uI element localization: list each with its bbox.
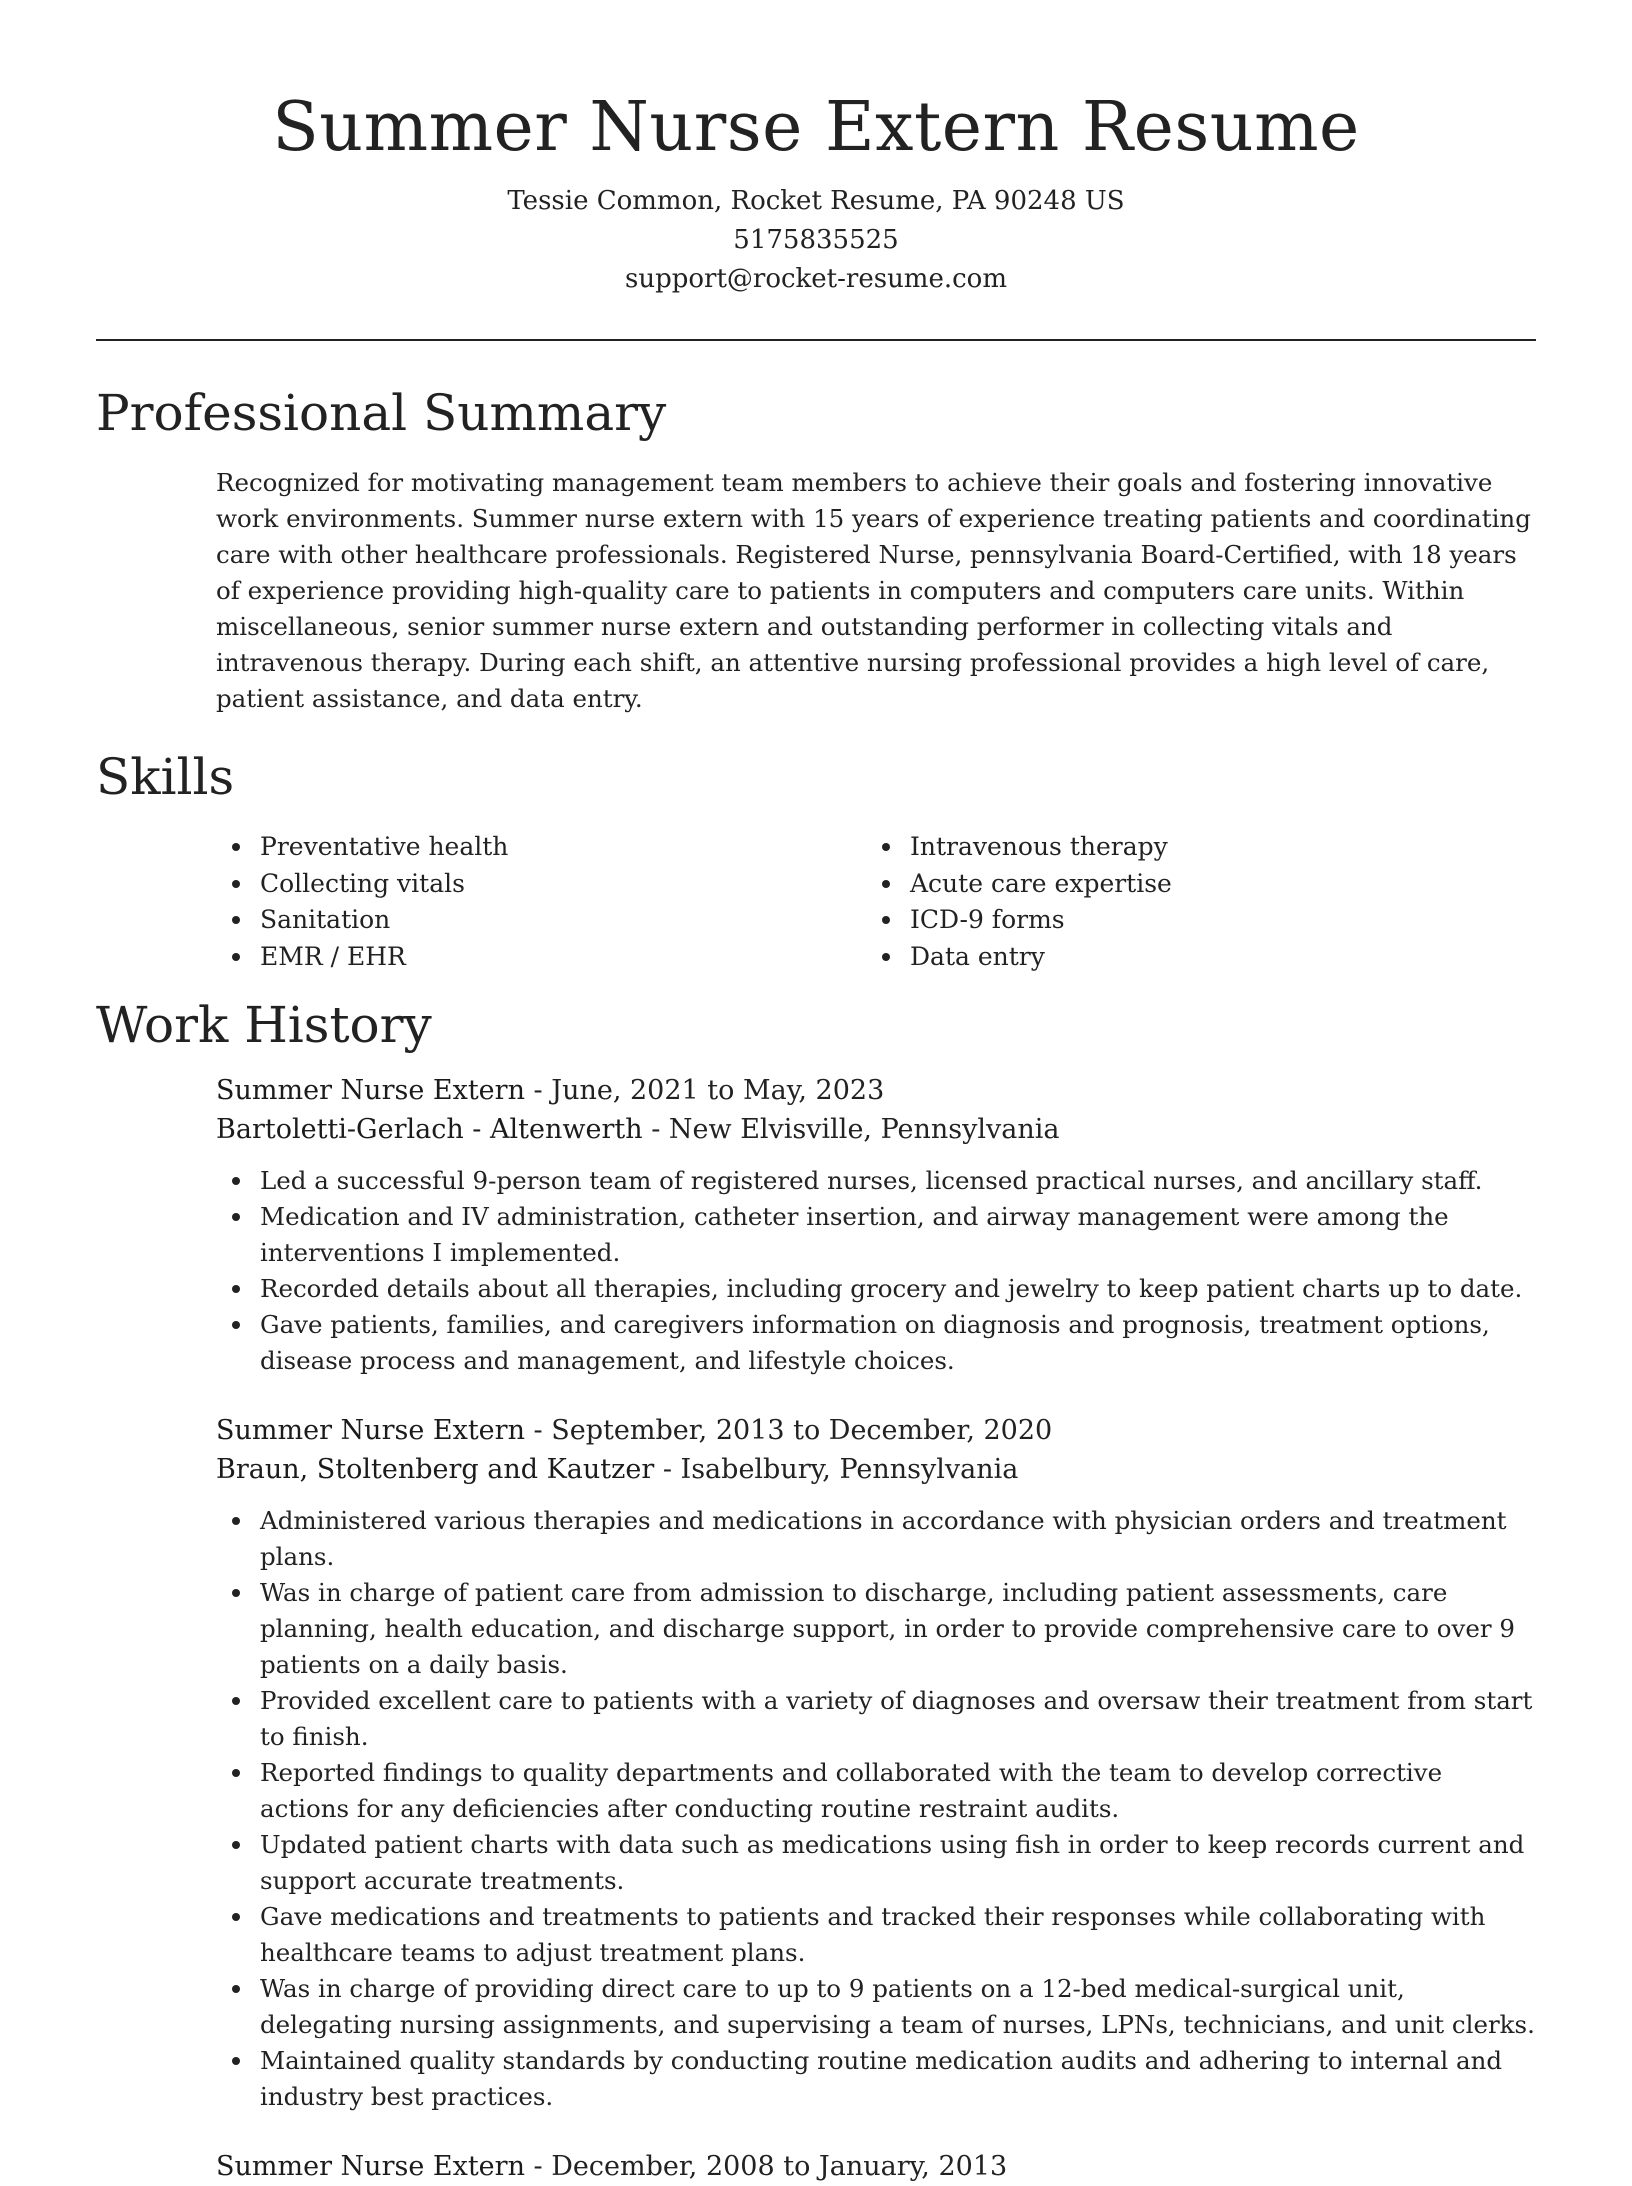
list-item: Updated patient charts with data such as medications using fish in order to keep records current and support accurate treatments. [260, 1827, 1536, 1899]
header-divider [96, 339, 1536, 341]
list-item: Recorded details about all therapies, including grocery and jewelry to keep patient charts up to date. [260, 1271, 1536, 1307]
job-location: - New Elvisville, Pennsylvania [642, 1114, 1060, 1145]
skills-column-right [910, 829, 1536, 975]
skill-item: EMR / EHR [260, 939, 910, 976]
list-item: Provided excellent care to patients with a variety of diagnoses and oversaw their treatment from start to finish. [260, 1683, 1536, 1755]
contact-info [96, 182, 1536, 299]
skill-item: Intravenous therapy [910, 829, 1536, 866]
job-entry [216, 1071, 1536, 1379]
skills-list [260, 829, 1536, 975]
job-company: Bartoletti-Gerlach - Altenwerth [216, 1114, 643, 1145]
list-item: Reported findings to quality departments and collaborated with the team to develop corrective actions for any deficiencies after conducting routine restraint audits. [260, 1755, 1536, 1827]
skill-item: Data entry [910, 939, 1536, 976]
skill-item: Acute care expertise [910, 866, 1536, 903]
job-dates: - June, 2021 to May, 2023 [524, 1075, 885, 1106]
skills-column-left [260, 829, 910, 975]
list-item: Administered various therapies and medications in accordance with physician orders and treatment plans. [260, 1503, 1536, 1575]
skill-item: Preventative health [260, 829, 910, 866]
list-item: Led a successful 9-person team of registered nurses, licensed practical nurses, and ancillary staff. [260, 1163, 1536, 1199]
job-dates: - December, 2008 to January, 2013 [524, 2151, 1008, 2182]
job-title: Summer Nurse Extern [216, 2151, 525, 2182]
summary-heading: Professional Summary [96, 384, 667, 442]
job-company: Braun, Stoltenberg and Kautzer [216, 1454, 655, 1485]
skill-item: Collecting vitals [260, 866, 910, 903]
contact-address: Tessie Common, Rocket Resume, PA 90248 US [507, 186, 1125, 216]
job-bullets [260, 1503, 1536, 2115]
list-item: Maintained quality standards by conducting routine medication audits and adhering to internal and industry best practices. [260, 2043, 1536, 2115]
job-bullets [260, 1163, 1536, 1379]
contact-email: support@rocket-resume.com [624, 264, 1007, 294]
list-item: Was in charge of patient care from admission to discharge, including patient assessments, care planning, health education, and discharge support, in order to provide comprehensive care to over 9 patients on a daily basis. [260, 1575, 1536, 1683]
job-company-line [216, 1110, 1536, 1149]
work-history-heading: Work History [96, 996, 432, 1054]
list-item: Was in charge of providing direct care to up to 9 patients on a 12-bed medical-surgical unit, delegating nursing assignments, and supervising a team of nurses, LPNs, technicians, and unit clerks. [260, 1971, 1536, 2043]
job-title-line [216, 2147, 1536, 2186]
job-company-line [216, 1450, 1536, 1489]
skills-heading: Skills [96, 748, 235, 806]
job-title-line [216, 1071, 1536, 1110]
list-item: Gave patients, families, and caregivers information on diagnosis and prognosis, treatment options, disease process and management, and lifestyle choices. [260, 1307, 1536, 1379]
list-item: Medication and IV administration, catheter insertion, and airway management were among the interventions I implemented. [260, 1199, 1536, 1271]
skill-item: Sanitation [260, 902, 910, 939]
skill-item: ICD-9 forms [910, 902, 1536, 939]
job-title-line [216, 1411, 1536, 1450]
job-location: - Isabelbury, Pennsylvania [654, 1454, 1019, 1485]
job-entry [216, 2147, 1536, 2186]
page-title: Summer Nurse Extern Resume [272, 88, 1360, 167]
job-title: Summer Nurse Extern [216, 1075, 525, 1106]
job-title: Summer Nurse Extern [216, 1415, 525, 1446]
summary-text: Recognized for motivating management team members to achieve their goals and fostering innovative work environments. Summer nurse extern with 15 years of experience treating patients and coordinating care with other healthcare professionals. Registered Nurse, pennsylvania Board-Certified, with 18 years of experience providing high-quality care to patients in computers and computers care units. Within miscellaneous, senior summer nurse extern and outstanding performer in collecting vitals and intravenous therapy. During each shift, an attentive nursing professional provides a high level of care, patient assistance, and data entry. [216, 468, 1531, 713]
job-entry [216, 1411, 1536, 2115]
list-item: Gave medications and treatments to patients and tracked their responses while collaborating with healthcare teams to adjust treatment plans. [260, 1899, 1536, 1971]
job-dates: - September, 2013 to December, 2020 [524, 1415, 1053, 1446]
contact-phone: 5175835525 [733, 225, 899, 255]
